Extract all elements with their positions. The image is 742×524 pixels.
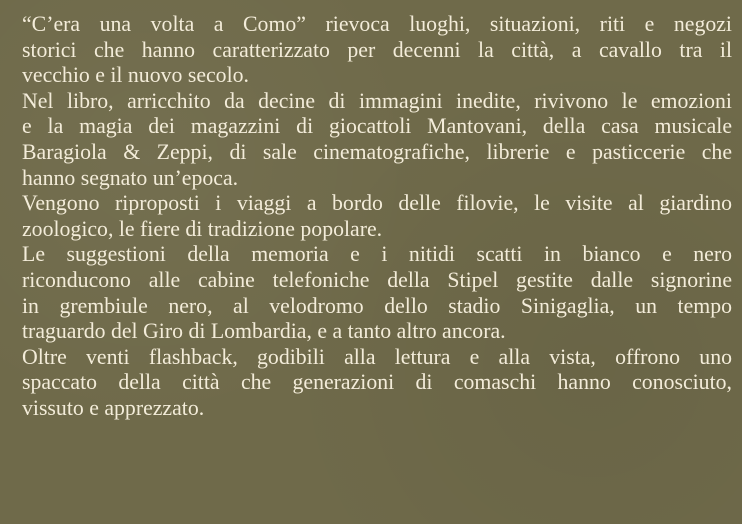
text-line: vecchio e il nuovo secolo. [22,63,249,88]
text-line: Vengono riproposti i viaggi a bordo delle filovie, le visite al giardino [22,191,732,216]
text-line: e la magia dei magazzini di giocattoli Mantovani, della casa musicale [22,114,732,139]
text-line: Le suggestioni della memoria e i nitidi scatti in bianco e nero [22,242,732,267]
text-line: traguardo del Giro di Lombardia, e a tanto altro ancora. [22,319,506,344]
text-line: “C’era una volta a Como” rievoca luoghi, situazioni, riti e negozi [22,12,732,36]
text-line: Baragiola & Zeppi, di sale cinematografiche, librerie e pasticcerie che [22,139,732,164]
paragraph-trips [22,191,732,242]
text-line: in grembiule nero, al velodromo dello stadio Sinigaglia, un tempo [22,293,732,318]
text-line: riconducono alle cabine telefoniche della Stipel gestite dalle signorine [22,267,732,292]
text-line: storici che hanno caratterizzato per decenni la città, a cavallo tra il [22,37,732,62]
paragraph-intro [22,12,732,89]
text-line: hanno segnato un’epoca. [22,165,239,190]
paragraph-flashbacks [22,345,732,422]
paragraph-memories [22,242,732,344]
text-line: Oltre venti flashback, godibili alla lettura e alla vista, offrono uno [22,344,732,369]
text-line: vissuto e apprezzato. [22,395,205,420]
text-line: Nel libro, arricchito da decine di immagini inedite, rivivono le emozioni [22,88,732,113]
text-line: zoologico, le fiere di tradizione popolare. [22,216,383,241]
text-line: spaccato della città che generazioni di comaschi hanno conosciuto, [22,370,732,395]
paragraph-book-contents [22,89,732,191]
